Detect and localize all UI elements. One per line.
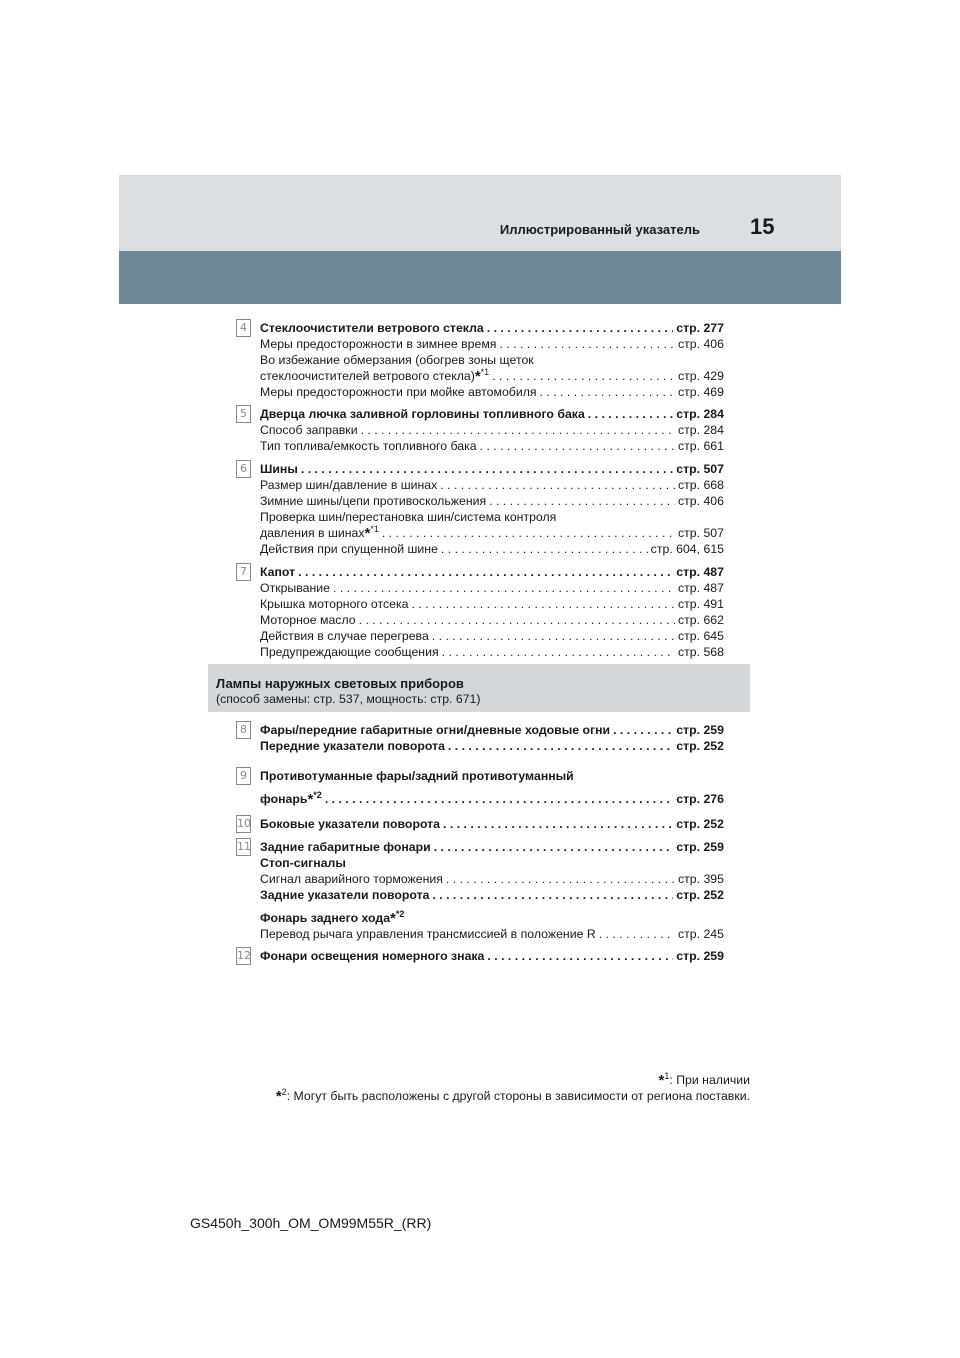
index-entry xyxy=(260,320,724,336)
entry-label: Фонари освещения номерного знака xyxy=(260,949,485,963)
entry-label: Действия при спущенной шине xyxy=(260,542,438,556)
entry-label: Задние габаритные фонари xyxy=(260,840,431,854)
entry-label: Задние указатели поворота xyxy=(260,888,430,902)
lights-section-title: Лампы наружных световых приборов xyxy=(216,676,464,691)
index-entry xyxy=(260,926,724,942)
entry-label: Перевод рычага управления трансмиссией в положение R xyxy=(260,927,596,941)
page-ref: стр. 645 xyxy=(678,629,724,643)
footnote-mark: *2 xyxy=(395,909,405,919)
page-ref: стр. 469 xyxy=(678,385,724,399)
page-ref: стр. 491 xyxy=(678,597,724,611)
index-entry xyxy=(260,948,724,964)
section-title: Иллюстрированный указатель xyxy=(499,222,700,237)
index-entry xyxy=(260,336,724,352)
entry-label: Шины xyxy=(260,462,298,476)
page-number: 15 xyxy=(750,214,775,239)
page-ref: стр. 395 xyxy=(678,872,724,886)
page-ref: стр. 662 xyxy=(678,613,724,627)
footnote-1: *$^1$: При наличии xyxy=(658,1071,750,1089)
page-ref: стр. 568 xyxy=(678,645,724,659)
entry-label: Меры предосторожности в зимнее время xyxy=(260,337,497,351)
page-ref: стр. 252 xyxy=(676,817,724,831)
index-entry xyxy=(260,816,724,832)
page-ref: стр. 487 xyxy=(678,581,724,595)
index-entry xyxy=(260,384,724,400)
marker-9: 9 xyxy=(236,767,251,785)
entry-label: Способ заправки xyxy=(260,423,358,437)
page-ref: стр. 604, 615 xyxy=(650,542,724,556)
entry-label: Действия в случае перегрева xyxy=(260,629,429,643)
entry-label: Стеклоочистители ветрового стекла xyxy=(260,321,484,335)
entry-label: Моторное масло xyxy=(260,613,356,627)
entry-label: Предупреждающие сообщения xyxy=(260,645,439,659)
entry-label: Сигнал аварийного торможения xyxy=(260,872,443,886)
page-ref: стр. 259 xyxy=(676,840,724,854)
entry-label: Во избежание обмерзания (обогрев зоны щеток xyxy=(260,353,534,367)
entry-label: Фары/передние габаритные огни/дневные ходовые огни xyxy=(260,723,611,737)
page-ref: стр. 276 xyxy=(676,792,724,806)
marker-6: 6 xyxy=(236,460,251,478)
marker-10: 10 xyxy=(236,815,251,833)
page-ref: стр. 277 xyxy=(676,321,724,335)
index-entry xyxy=(260,493,724,509)
page-ref: стр. 284 xyxy=(678,423,724,437)
entry-label: Меры предосторожности при мойке автомобиля xyxy=(260,385,537,399)
index-entry xyxy=(260,612,724,628)
entry-label: стеклоочистителей ветрового стекла)*$^{*1}$ xyxy=(260,367,490,385)
footnote-mark: *1 xyxy=(480,367,490,377)
index-entry xyxy=(260,422,724,438)
index-entry xyxy=(260,541,724,557)
page-ref: стр. 259 xyxy=(676,949,724,963)
entry-label: давления в шинах*$^{*1}$ xyxy=(260,524,379,542)
page-ref: стр. 252 xyxy=(676,888,724,902)
marker-12: 12 xyxy=(236,947,251,965)
entry-label: Зимние шины/цепи противоскольжения xyxy=(260,494,487,508)
entry-label: Дверца лючка заливной горловины топливного бака xyxy=(260,407,585,421)
entry-label: Стоп-сигналы xyxy=(260,856,346,870)
entry-label: Проверка шин/перестановка шин/система контроля xyxy=(260,510,557,524)
entry-label: Фонарь заднего хода*$^{*2}$ xyxy=(260,909,405,927)
page-ref: стр. 245 xyxy=(678,927,724,941)
index-entry xyxy=(260,628,724,644)
marker-5: 5 xyxy=(236,405,251,423)
footnote-mark: *2 xyxy=(313,790,322,800)
entry-label: Противотуманные фары/задний противотуманный xyxy=(260,769,574,783)
marker-8: 8 xyxy=(236,721,251,739)
marker-11: 11 xyxy=(236,838,251,856)
entry-label: фонарь*$^{*2}$ xyxy=(260,790,322,808)
index-entry xyxy=(260,525,724,542)
index-entry xyxy=(260,791,724,808)
entry-label: Боковые указатели поворота xyxy=(260,817,441,831)
marker-7: 7 xyxy=(236,563,251,581)
index-entry xyxy=(260,871,724,887)
entry-label: Размер шин/давление в шинах xyxy=(260,478,438,492)
page-ref: стр. 406 xyxy=(678,337,724,351)
page-ref: стр. 406 xyxy=(678,494,724,508)
page-ref: стр. 661 xyxy=(678,439,724,453)
page-ref: стр. 507 xyxy=(678,526,724,540)
index-entry xyxy=(260,438,724,454)
index-entry xyxy=(260,564,724,580)
index-entry xyxy=(260,368,724,385)
index-entry xyxy=(260,887,724,903)
document-code: GS450h_300h_OM_OM99M55R_(RR) xyxy=(190,1215,432,1231)
lights-section-box xyxy=(208,664,750,712)
index-entry xyxy=(260,738,724,754)
index-entry xyxy=(260,477,724,493)
entry-label: Крышка моторного отсека xyxy=(260,597,409,611)
footnote-mark: *1 xyxy=(370,524,379,534)
index-entry xyxy=(260,596,724,612)
footnote-2: *$^2$: Могут быть расположены с другой стороны в зависимости от региона поставки. xyxy=(275,1087,750,1105)
lights-section-subtitle: (способ замены: стр. 537, мощность: стр. 671) xyxy=(216,692,481,706)
page-ref: стр. 487 xyxy=(676,565,724,579)
entry-label: Открывание xyxy=(260,581,330,595)
page-ref: стр. 252 xyxy=(676,739,724,753)
index-entry xyxy=(260,644,724,660)
header-band xyxy=(119,175,841,251)
page-ref: стр. 668 xyxy=(678,478,724,492)
page-ref: стр. 259 xyxy=(676,723,724,737)
entry-label: Передние указатели поворота xyxy=(260,739,445,753)
page-ref: стр. 429 xyxy=(678,369,724,383)
header-bar xyxy=(119,251,841,304)
index-entry xyxy=(260,461,724,477)
entry-label: Капот xyxy=(260,565,296,579)
entry-label: Тип топлива/емкость топливного бака xyxy=(260,439,477,453)
index-entry xyxy=(260,839,724,855)
page-ref: стр. 507 xyxy=(676,462,724,476)
index-entry xyxy=(260,406,724,422)
index-entry xyxy=(260,580,724,596)
marker-4: 4 xyxy=(236,319,251,337)
page-ref: стр. 284 xyxy=(676,407,724,421)
index-entry xyxy=(260,722,724,738)
